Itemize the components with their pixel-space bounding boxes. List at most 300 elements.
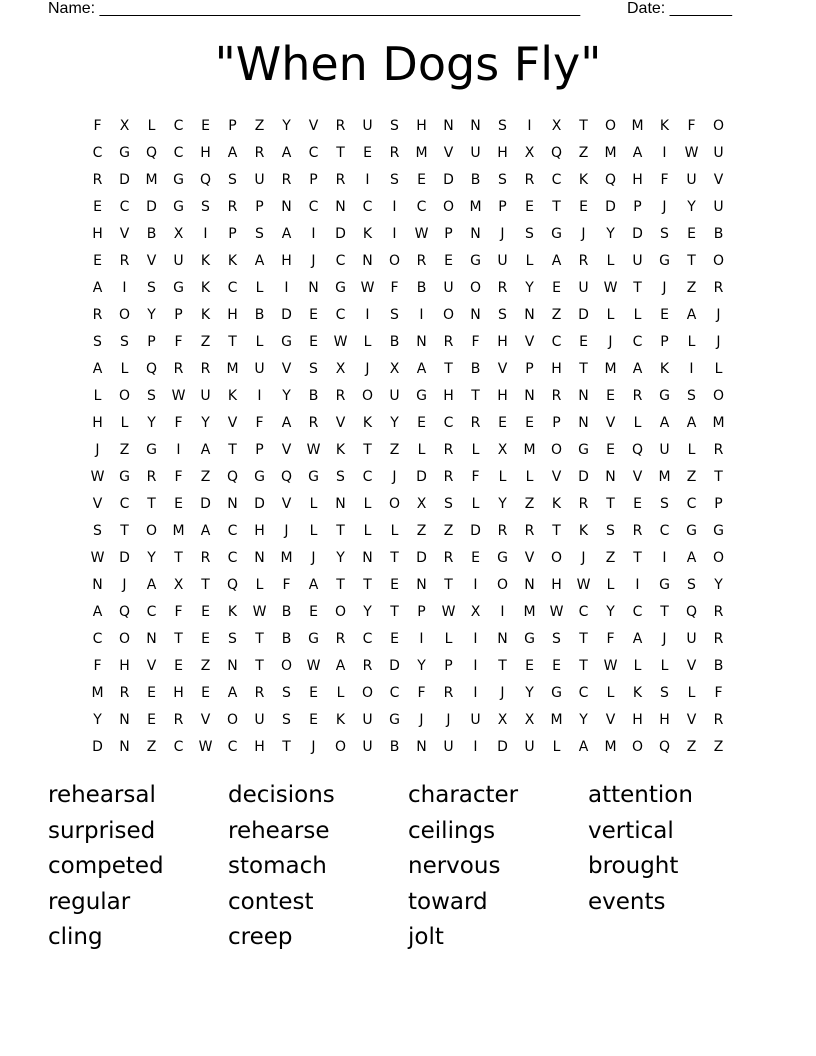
grid-letter: E	[687, 225, 696, 242]
grid-letter: S	[390, 306, 399, 323]
grid-letter: R	[578, 252, 589, 269]
grid-letter: L	[606, 252, 615, 269]
word-bank-item: rehearse	[228, 817, 330, 844]
word-bank-item: competed	[48, 853, 164, 879]
grid-letter: U	[389, 387, 400, 404]
grid-letter: E	[525, 414, 534, 431]
grid-letter: B	[308, 387, 319, 404]
grid-letter: F	[471, 333, 480, 350]
grid-letter: W	[306, 657, 321, 674]
grid-letter: A	[308, 576, 319, 593]
grid-letter: Q	[199, 171, 212, 188]
grid-letter: M	[712, 414, 725, 431]
grid-letter: V	[443, 144, 454, 161]
grid-letter: X	[335, 360, 346, 377]
grid-letter: U	[524, 738, 535, 755]
grid-letter: I	[365, 171, 370, 188]
grid-letter: J	[716, 333, 721, 350]
grid-letter: A	[686, 549, 697, 566]
grid-letter: F	[687, 117, 696, 134]
grid-letter: M	[280, 549, 293, 566]
grid-letter: V	[551, 468, 562, 485]
grid-letter: O	[712, 387, 725, 404]
grid-letter: U	[686, 171, 697, 188]
grid-letter: Q	[604, 171, 617, 188]
grid-letter: T	[552, 198, 561, 215]
grid-letter: I	[689, 360, 694, 377]
grid-letter: U	[470, 711, 481, 728]
grid-letter: I	[473, 738, 478, 755]
grid-letter: G	[659, 387, 670, 404]
grid-letter: A	[254, 252, 265, 269]
grid-letter: T	[498, 657, 507, 674]
grid-letter: S	[255, 225, 264, 242]
word-bank-item: stomach	[228, 853, 327, 879]
grid-letter: G	[686, 522, 697, 539]
grid-letter: T	[336, 522, 345, 539]
grid-letter: Z	[551, 306, 562, 323]
grid-letter: N	[119, 738, 130, 755]
grid-letter: D	[119, 549, 130, 566]
grid-letter: C	[362, 630, 373, 647]
grid-letter: T	[282, 738, 291, 755]
grid-letter: W	[198, 738, 213, 755]
grid-letter: O	[442, 306, 455, 323]
grid-letter: R	[497, 522, 508, 539]
grid-letter: U	[254, 171, 265, 188]
grid-letter: K	[200, 306, 211, 323]
grid-letter: R	[713, 279, 724, 296]
grid-letter: C	[551, 171, 562, 188]
grid-letter: Y	[525, 684, 534, 701]
grid-letter: T	[120, 522, 129, 539]
grid-letter: F	[174, 414, 183, 431]
grid-letter: J	[122, 576, 127, 593]
grid-letter: C	[227, 522, 238, 539]
grid-letter: B	[713, 225, 724, 242]
grid-letter: E	[633, 495, 642, 512]
grid-letter: Q	[226, 576, 239, 593]
grid-letter: L	[363, 495, 372, 512]
grid-letter: T	[336, 576, 345, 593]
grid-letter: P	[255, 198, 264, 215]
grid-letter: D	[389, 657, 400, 674]
grid-letter: Q	[145, 144, 158, 161]
grid-letter: X	[389, 360, 400, 377]
grid-letter: R	[281, 171, 292, 188]
grid-letter: H	[497, 333, 508, 350]
word-bank-item: jolt	[408, 924, 444, 950]
grid-letter: Z	[686, 468, 697, 485]
grid-letter: H	[416, 117, 427, 134]
grid-letter: M	[523, 441, 536, 458]
grid-letter: Z	[578, 144, 589, 161]
grid-letter: E	[390, 630, 399, 647]
grid-letter: R	[389, 144, 400, 161]
grid-letter: W	[684, 144, 699, 161]
grid-letter: E	[309, 684, 318, 701]
grid-letter: P	[660, 333, 669, 350]
grid-letter: L	[336, 684, 345, 701]
grid-letter: A	[686, 306, 697, 323]
grid-letter: W	[306, 441, 321, 458]
grid-letter: D	[470, 522, 481, 539]
grid-letter: V	[92, 495, 103, 512]
grid-letter: U	[659, 441, 670, 458]
grid-letter: Y	[282, 117, 291, 134]
word-bank-item: vertical	[588, 817, 674, 844]
grid-letter: H	[227, 306, 238, 323]
grid-letter: M	[91, 684, 104, 701]
grid-letter: R	[92, 171, 103, 188]
grid-letter: G	[659, 576, 670, 593]
grid-letter: H	[254, 522, 265, 539]
grid-letter: Z	[254, 117, 265, 134]
grid-letter: S	[498, 171, 507, 188]
grid-letter: R	[713, 441, 724, 458]
grid-letter: A	[281, 225, 292, 242]
word-bank-item: contest	[228, 888, 314, 915]
grid-letter: I	[311, 225, 316, 242]
grid-letter: U	[362, 738, 373, 755]
grid-letter: E	[444, 252, 453, 269]
grid-letter: D	[578, 306, 589, 323]
grid-letter: E	[606, 387, 615, 404]
grid-letter: D	[605, 198, 616, 215]
grid-letter: G	[335, 279, 346, 296]
grid-letter: S	[147, 387, 156, 404]
grid-letter: Z	[200, 468, 211, 485]
grid-letter: X	[524, 711, 535, 728]
grid-letter: T	[444, 360, 453, 377]
grid-letter: H	[551, 360, 562, 377]
grid-letter: N	[362, 549, 373, 566]
grid-letter: X	[416, 495, 427, 512]
grid-letter: N	[281, 198, 292, 215]
grid-letter: Y	[282, 387, 291, 404]
grid-letter: R	[713, 711, 724, 728]
grid-letter: R	[632, 522, 643, 539]
grid-letter: A	[200, 441, 211, 458]
grid-letter: I	[203, 225, 208, 242]
grid-letter: O	[361, 684, 374, 701]
grid-letter: E	[93, 252, 102, 269]
grid-letter: A	[92, 279, 103, 296]
grid-letter: N	[335, 198, 346, 215]
grid-letter: K	[200, 279, 211, 296]
grid-letter: F	[660, 171, 669, 188]
grid-letter: N	[578, 387, 589, 404]
grid-letter: R	[524, 171, 535, 188]
grid-letter: L	[660, 657, 669, 674]
grid-letter: T	[579, 657, 588, 674]
grid-letter: C	[632, 333, 643, 350]
grid-letter: V	[497, 360, 508, 377]
grid-letter: F	[174, 468, 183, 485]
grid-letter: D	[146, 198, 157, 215]
grid-letter: E	[201, 630, 210, 647]
grid-letter: Z	[146, 738, 157, 755]
grid-letter: G	[173, 171, 184, 188]
grid-letter: E	[309, 603, 318, 620]
grid-letter: G	[254, 468, 265, 485]
grid-letter: V	[686, 711, 697, 728]
grid-letter: W	[603, 657, 618, 674]
grid-letter: J	[608, 333, 613, 350]
grid-letter: N	[146, 630, 157, 647]
grid-letter: F	[471, 468, 480, 485]
word-bank-item: cling	[48, 924, 103, 950]
grid-letter: O	[712, 549, 725, 566]
grid-letter: V	[200, 711, 211, 728]
grid-letter: V	[281, 495, 292, 512]
grid-letter: N	[119, 711, 130, 728]
grid-letter: Z	[200, 657, 211, 674]
grid-letter: G	[119, 468, 130, 485]
grid-letter: K	[200, 252, 211, 269]
grid-letter: S	[660, 495, 669, 512]
grid-letter: R	[146, 468, 157, 485]
grid-letter: R	[227, 198, 238, 215]
grid-letter: E	[525, 198, 534, 215]
grid-letter: X	[524, 144, 535, 161]
grid-letter: H	[92, 225, 103, 242]
grid-letter: L	[147, 117, 156, 134]
grid-letter: R	[92, 306, 103, 323]
grid-letter: H	[659, 711, 670, 728]
grid-letter: M	[172, 522, 185, 539]
grid-letter: U	[632, 252, 643, 269]
grid-letter: M	[415, 144, 428, 161]
grid-letter: L	[714, 360, 723, 377]
grid-letter: Z	[416, 522, 427, 539]
grid-letter: U	[578, 279, 589, 296]
grid-letter: G	[389, 711, 400, 728]
grid-letter: A	[632, 360, 643, 377]
grid-letter: L	[93, 387, 102, 404]
grid-letter: R	[497, 279, 508, 296]
grid-letter: T	[255, 630, 264, 647]
grid-letter: M	[604, 738, 617, 755]
grid-letter: R	[632, 387, 643, 404]
grid-letter: N	[308, 279, 319, 296]
grid-letter: Z	[686, 279, 697, 296]
grid-letter: F	[417, 684, 426, 701]
grid-letter: B	[254, 306, 265, 323]
grid-letter: N	[470, 225, 481, 242]
grid-letter: J	[311, 252, 316, 269]
grid-letter: I	[419, 630, 424, 647]
grid-letter: L	[687, 684, 696, 701]
grid-letter: L	[120, 360, 129, 377]
grid-letter: L	[525, 468, 534, 485]
grid-letter: O	[469, 279, 482, 296]
grid-letter: J	[662, 630, 667, 647]
grid-letter: Y	[147, 414, 156, 431]
grid-letter: J	[716, 306, 721, 323]
grid-letter: C	[92, 144, 103, 161]
grid-letter: R	[173, 711, 184, 728]
grid-letter: R	[443, 549, 454, 566]
grid-letter: C	[416, 198, 427, 215]
grid-letter: W	[252, 603, 267, 620]
grid-letter: D	[416, 468, 427, 485]
grid-letter: S	[93, 522, 102, 539]
grid-letter: H	[254, 738, 265, 755]
grid-letter: S	[606, 522, 615, 539]
grid-letter: M	[604, 144, 617, 161]
grid-letter: J	[392, 468, 397, 485]
grid-letter: Y	[93, 711, 102, 728]
grid-letter: C	[389, 684, 400, 701]
grid-letter: Q	[226, 468, 239, 485]
grid-letter: V	[281, 441, 292, 458]
word-bank-item: toward	[408, 888, 488, 915]
grid-letter: G	[119, 144, 130, 161]
grid-letter: E	[660, 306, 669, 323]
grid-letter: S	[498, 306, 507, 323]
grid-letter: N	[362, 252, 373, 269]
grid-letter: N	[416, 576, 427, 593]
grid-letter: K	[659, 117, 670, 134]
grid-letter: S	[525, 225, 534, 242]
worksheet-header	[48, 0, 748, 20]
grid-letter: T	[147, 495, 156, 512]
grid-letter: P	[714, 495, 723, 512]
grid-letter: I	[284, 279, 289, 296]
name-field: Name: ______________________________________________________	[48, 0, 581, 17]
grid-letter: I	[662, 144, 667, 161]
grid-letter: R	[254, 144, 265, 161]
grid-letter: T	[579, 360, 588, 377]
grid-letter: S	[147, 279, 156, 296]
grid-letter: Y	[579, 711, 588, 728]
grid-letter: X	[173, 576, 184, 593]
grid-letter: T	[444, 576, 453, 593]
grid-letter: R	[335, 630, 346, 647]
grid-letter: J	[311, 549, 316, 566]
grid-letter: K	[335, 441, 346, 458]
grid-letter: O	[334, 738, 347, 755]
grid-letter: F	[93, 657, 102, 674]
grid-letter: F	[93, 117, 102, 134]
grid-letter: U	[497, 252, 508, 269]
grid-letter: T	[390, 549, 399, 566]
grid-letter: W	[171, 387, 186, 404]
grid-letter: O	[550, 441, 563, 458]
grid-letter: K	[227, 387, 238, 404]
grid-letter: W	[549, 603, 564, 620]
grid-letter: V	[605, 414, 616, 431]
grid-letter: O	[496, 576, 509, 593]
grid-letter: C	[443, 414, 454, 431]
grid-letter: T	[228, 333, 237, 350]
grid-letter: I	[122, 279, 127, 296]
grid-letter: T	[363, 441, 372, 458]
grid-letter: X	[470, 603, 481, 620]
grid-letter: V	[119, 225, 130, 242]
word-bank-item: rehearsal	[48, 782, 156, 808]
grid-letter: Q	[118, 603, 131, 620]
grid-letter: R	[578, 495, 589, 512]
grid-letter: U	[713, 144, 724, 161]
grid-letter: C	[146, 603, 157, 620]
grid-letter: T	[687, 252, 696, 269]
grid-letter: D	[443, 171, 454, 188]
grid-letter: O	[550, 549, 563, 566]
grid-letter: L	[390, 522, 399, 539]
grid-letter: K	[659, 360, 670, 377]
grid-letter: T	[255, 657, 264, 674]
grid-letter: A	[416, 360, 427, 377]
grid-letter: M	[226, 360, 239, 377]
grid-letter: S	[309, 360, 318, 377]
grid-letter: N	[443, 117, 454, 134]
grid-letter: R	[254, 684, 265, 701]
grid-letter: Z	[605, 549, 616, 566]
grid-letter: Z	[524, 495, 535, 512]
grid-letter: V	[335, 414, 346, 431]
grid-letter: V	[524, 333, 535, 350]
grid-letter: O	[361, 387, 374, 404]
grid-letter: L	[606, 576, 615, 593]
grid-letter: M	[523, 603, 536, 620]
grid-letter: S	[282, 684, 291, 701]
grid-letter: L	[525, 252, 534, 269]
grid-letter: S	[660, 225, 669, 242]
grid-letter: D	[416, 549, 427, 566]
grid-letter: W	[414, 225, 429, 242]
grid-letter: N	[227, 657, 238, 674]
grid-letter: H	[497, 387, 508, 404]
grid-letter: E	[552, 657, 561, 674]
grid-letter: P	[255, 441, 264, 458]
grid-letter: S	[660, 684, 669, 701]
grid-letter: B	[389, 738, 400, 755]
grid-letter: E	[93, 198, 102, 215]
grid-letter: F	[174, 333, 183, 350]
grid-letter: G	[713, 522, 724, 539]
grid-letter: S	[120, 333, 129, 350]
grid-letter: Y	[687, 198, 696, 215]
grid-letter: D	[119, 171, 130, 188]
grid-letter: U	[173, 252, 184, 269]
grid-letter: Y	[606, 225, 615, 242]
grid-letter: I	[527, 117, 532, 134]
grid-letter: V	[281, 360, 292, 377]
word-bank	[48, 778, 768, 956]
grid-letter: Z	[443, 522, 454, 539]
grid-letter: I	[473, 684, 478, 701]
grid-letter: K	[578, 171, 589, 188]
grid-letter: O	[280, 657, 293, 674]
grid-letter: L	[498, 468, 507, 485]
grid-letter: Z	[389, 441, 400, 458]
grid-letter: G	[281, 333, 292, 350]
grid-letter: A	[92, 360, 103, 377]
grid-letter: Z	[200, 333, 211, 350]
grid-letter: C	[335, 306, 346, 323]
grid-letter: N	[254, 549, 265, 566]
grid-letter: E	[309, 306, 318, 323]
grid-letter: D	[281, 306, 292, 323]
grid-letter: L	[633, 657, 642, 674]
grid-letter: Q	[280, 468, 293, 485]
grid-letter: I	[473, 657, 478, 674]
grid-letter: L	[120, 414, 129, 431]
grid-letter: D	[200, 495, 211, 512]
grid-letter: H	[551, 576, 562, 593]
